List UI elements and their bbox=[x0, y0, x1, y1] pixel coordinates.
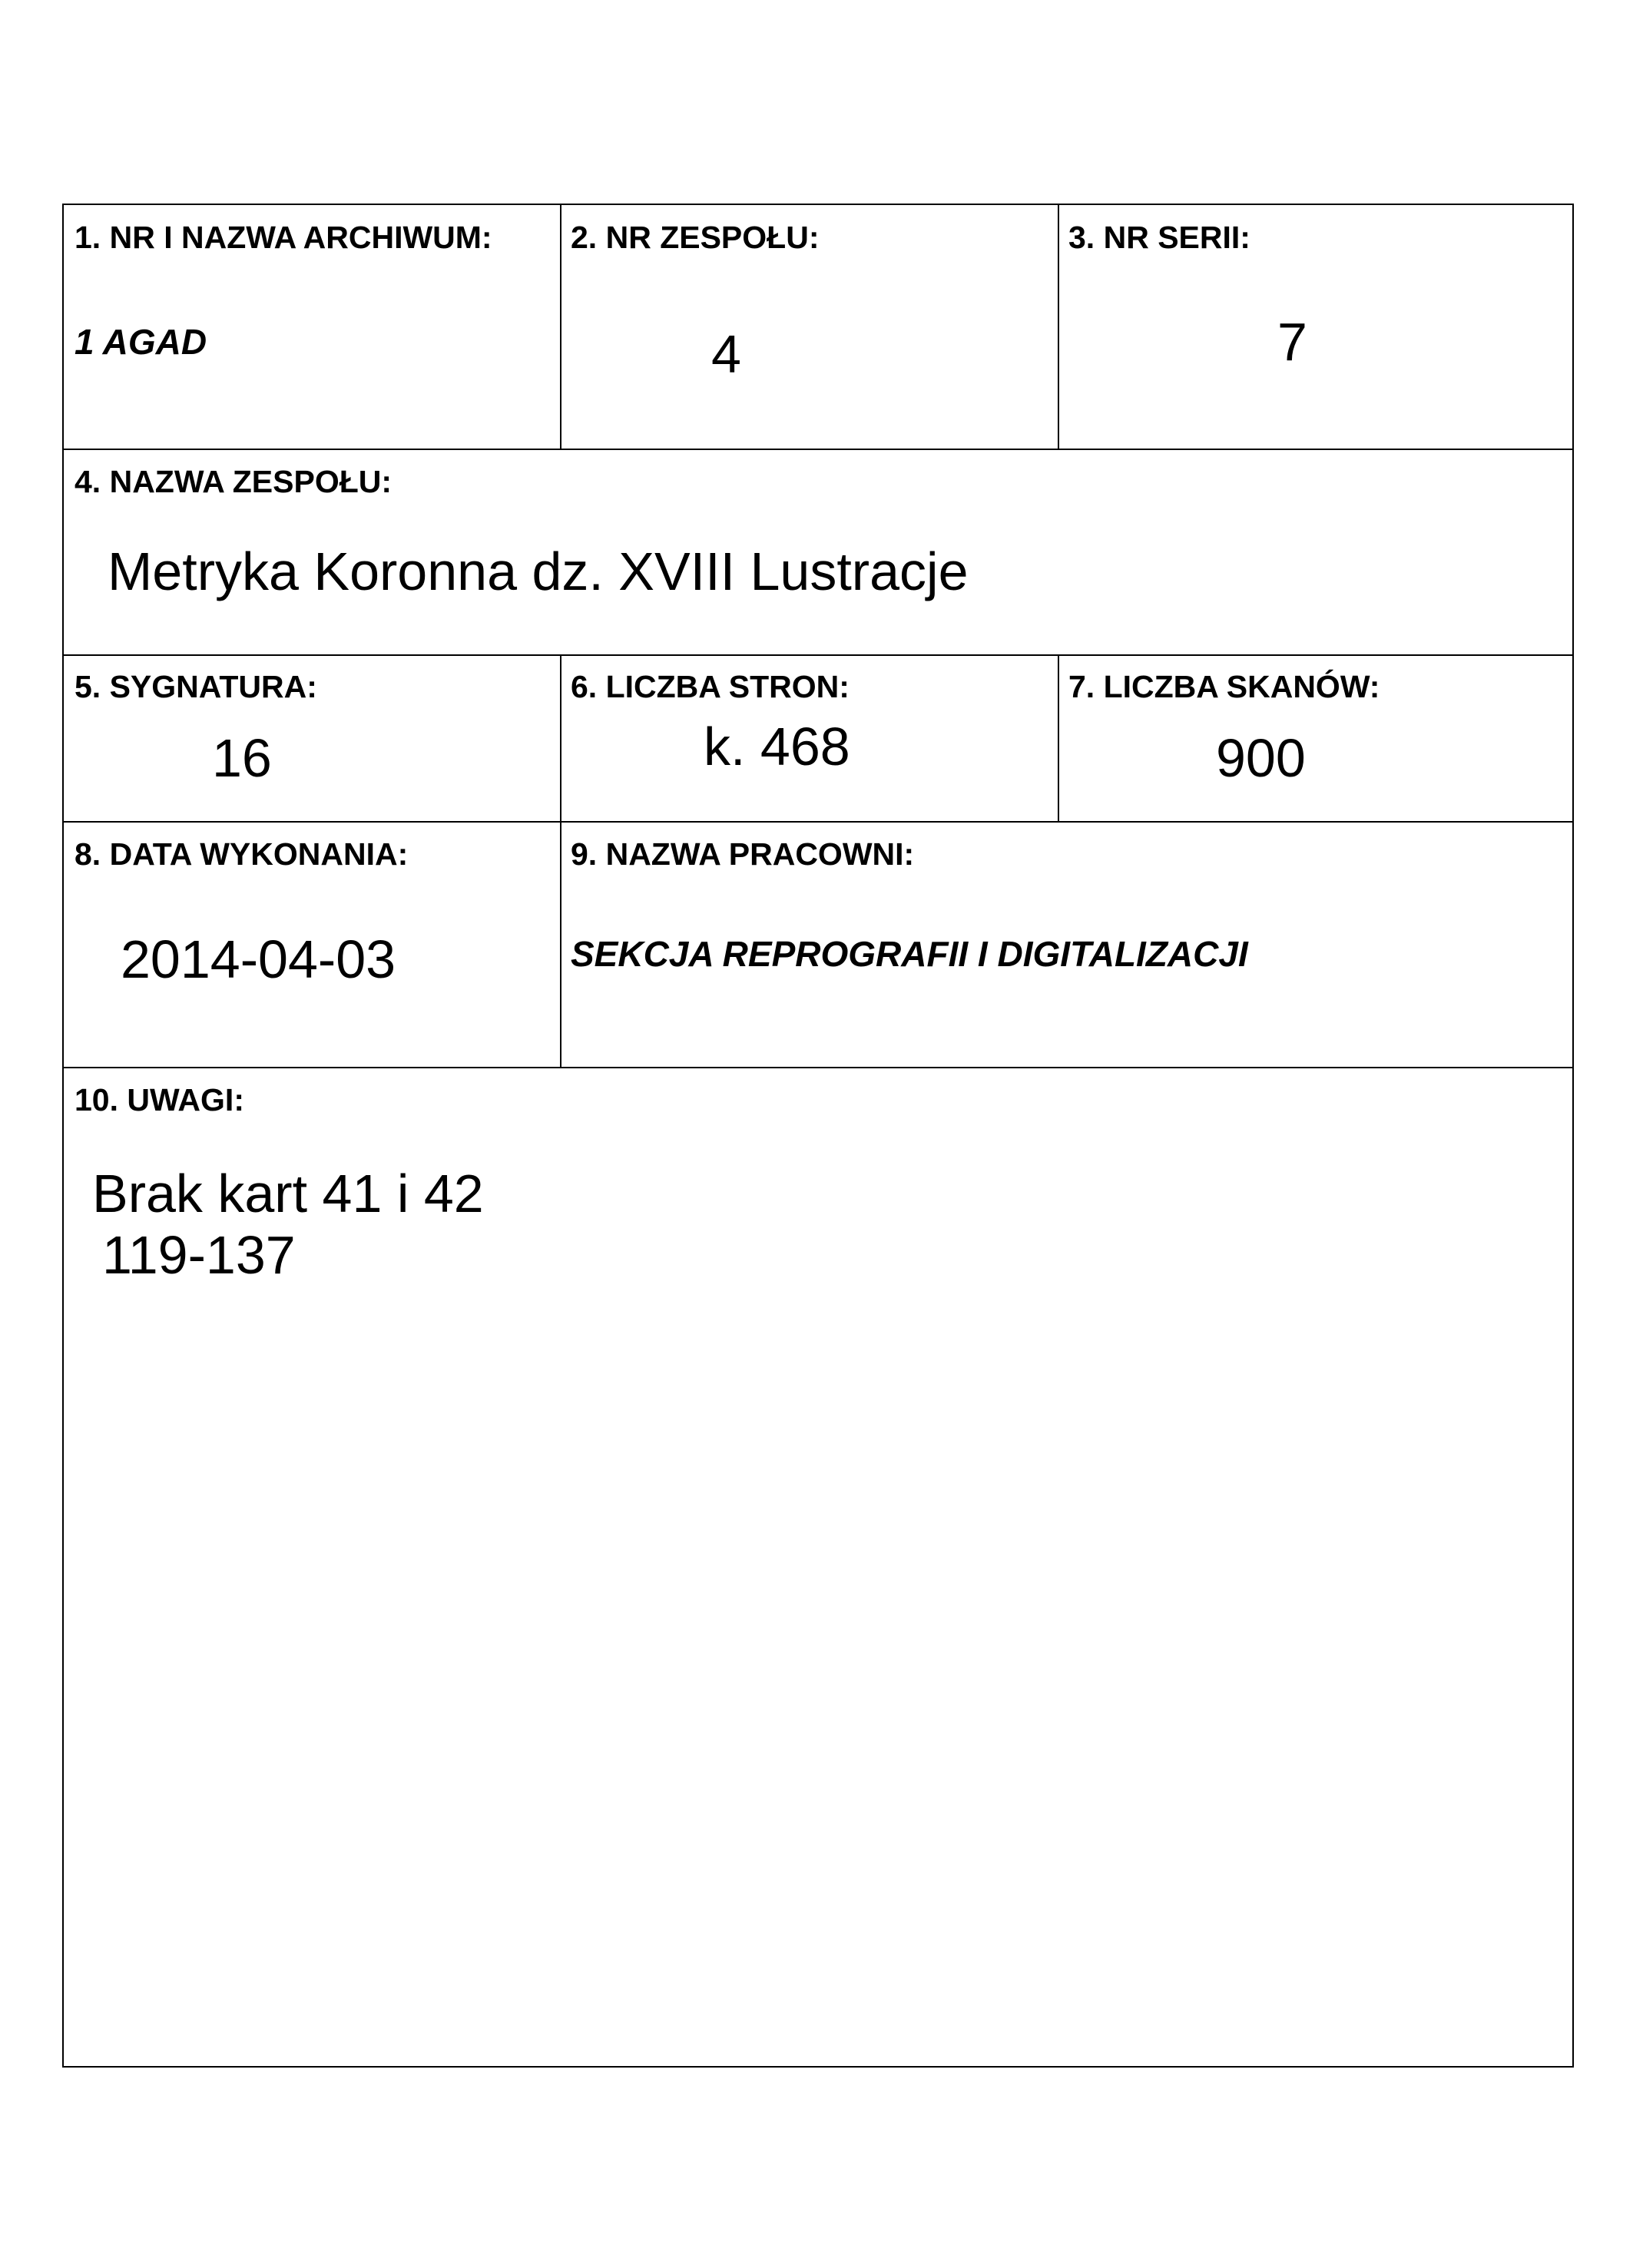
column-divider bbox=[560, 821, 561, 1067]
column-divider bbox=[1058, 205, 1059, 449]
page-count-label: 6. LICZBA STRON: bbox=[571, 669, 850, 704]
page-count-value: k. 468 bbox=[704, 717, 850, 776]
scan-count-label: 7. LICZBA SKANÓW: bbox=[1068, 669, 1380, 704]
archive-name-label: 1. NR I NAZWA ARCHIWUM: bbox=[75, 220, 492, 255]
archive-metadata-form bbox=[62, 204, 1574, 2068]
signature-value: 16 bbox=[212, 728, 272, 788]
series-number-label: 3. NR SERII: bbox=[1068, 220, 1250, 255]
column-divider bbox=[560, 654, 561, 821]
fond-name-label: 4. NAZWA ZESPOŁU: bbox=[75, 464, 393, 499]
workshop-name-value: SEKCJA REPROGRAFII I DIGITALIZACJI bbox=[571, 934, 1248, 974]
row-divider bbox=[64, 1067, 1572, 1068]
remarks-label: 10. UWAGI: bbox=[75, 1082, 244, 1117]
column-divider bbox=[1058, 654, 1059, 821]
workshop-name-label: 9. NAZWA PRACOWNI: bbox=[571, 836, 915, 872]
fond-number-label: 2. NR ZESPOŁU: bbox=[571, 220, 820, 255]
row-divider bbox=[64, 654, 1572, 656]
scan-count-value: 900 bbox=[1216, 728, 1306, 788]
column-divider bbox=[560, 205, 561, 449]
row-divider bbox=[64, 821, 1572, 823]
fond-number-value: 4 bbox=[711, 324, 741, 384]
execution-date-value: 2014-04-03 bbox=[121, 929, 396, 989]
row-divider bbox=[64, 449, 1572, 450]
signature-label: 5. SYGNATURA: bbox=[75, 669, 317, 704]
archive-name-value: 1 AGAD bbox=[75, 322, 207, 362]
fond-name-value: Metryka Koronna dz. XVIII Lustracje bbox=[108, 541, 969, 601]
execution-date-label: 8. DATA WYKONANIA: bbox=[75, 836, 409, 872]
remarks-line: Brak kart 41 i 42 bbox=[92, 1164, 484, 1223]
remarks-line: 119-137 bbox=[102, 1225, 296, 1285]
series-number-value: 7 bbox=[1277, 312, 1307, 372]
